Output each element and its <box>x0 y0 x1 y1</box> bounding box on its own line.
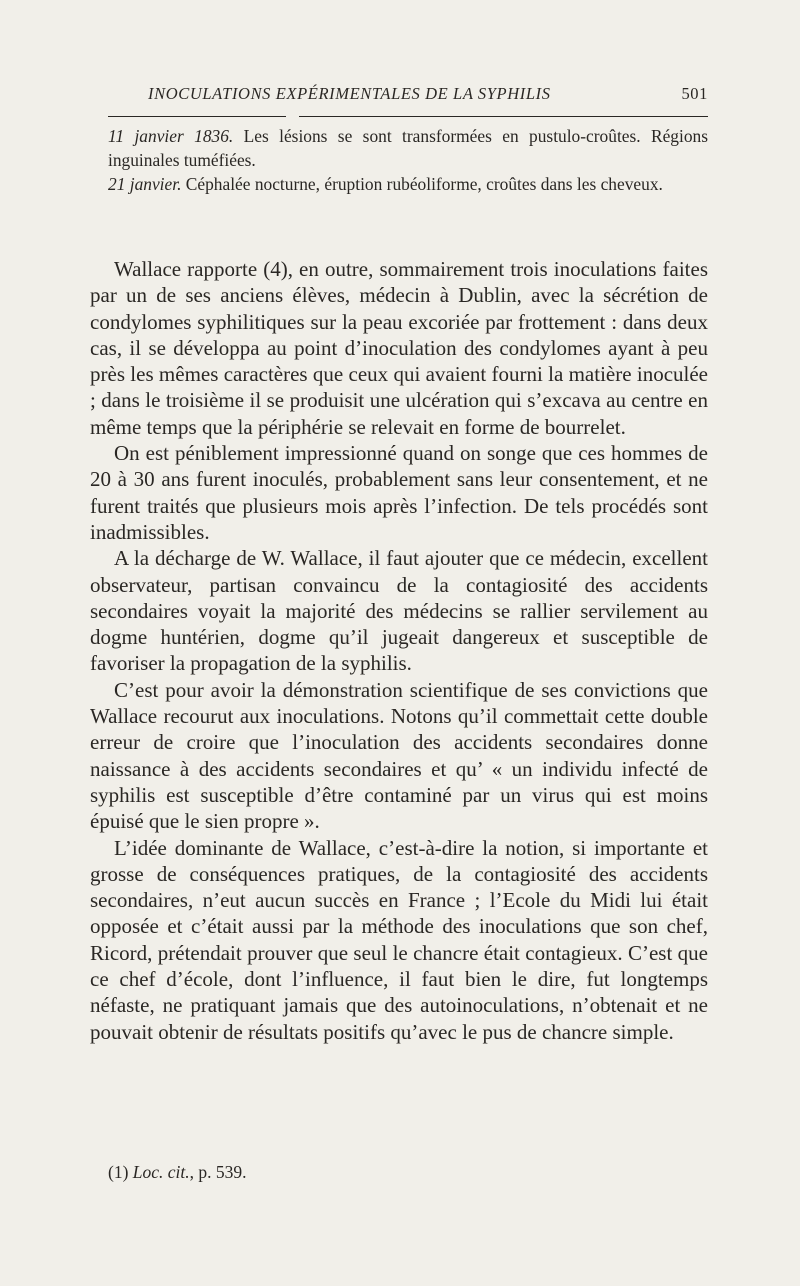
case-note-text: Les lésions se sont transformées en pustulo-croûtes. Régions inguinales tuméfiées. <box>108 126 708 170</box>
footnote-reference: , p. 539. <box>189 1162 247 1182</box>
paragraph: L’idée dominante de Wallace, c’est-à-dire la notion, si importante et grosse de conséquences pratiques, de la contagiosité des accidents secondaires, n’eut aucun succès en France ; l’Ecole du Midi lui était opposée et c’était aussi par la méthode des inoculations que son chef, Ricord, prétendait prouver que seul le chancre était contagieux. C’est que ce chef d’école, dont l’influence, il faut bien le dire, fut longtemps néfaste, ne pratiquant jamais que des autoinoculations, n’obtenait et ne pouvait obtenir de résultats positifs qu’avec le pus de chancre simple. <box>90 835 708 1044</box>
paragraph: A la décharge de W. Wallace, il faut ajouter que ce médecin, excellent observateur, partisan convaincu de la contagiosité des accidents secondaires voyait la majorité des médecins se rallier servilement au dogme huntérien, dogme qu’il jugeait dangereux et susceptible de favoriser la propagation de la syphilis. <box>90 546 708 676</box>
case-note-text: Céphalée nocturne, éruption rubéoliforme, croûtes dans les cheveux. <box>181 174 663 194</box>
paragraph: C’est pour avoir la démonstration scientifique de ses convictions que Wallace recourut aux inoculations. Notons qu’il commettait cette double erreur de croire que l’inoculation des accidents secondaires donne naissance à des accidents secondaires et qu’ « un individu infecté de syphilis est susceptible d’être contaminé par un virus qui est moins épuisé que le sien propre ». <box>90 677 708 834</box>
header-rule-right <box>299 116 708 117</box>
body-text <box>90 256 708 1045</box>
case-note-date: 11 janvier 1836. <box>108 126 234 146</box>
case-notes <box>108 124 708 196</box>
footnote <box>108 1160 508 1184</box>
page-number: 501 <box>681 84 708 103</box>
paragraph: Wallace rapporte (4), en outre, sommairement trois inoculations faites par un de ses anciens élèves, médecin à Dublin, avec la sécrétion de condylomes syphilitiques sur la peau excoriée par frottement : dans deux cas, il se développa au point d’inoculation des condylomes ayant à peu près les mêmes caractères que ceux qui avaient fourni la matière inoculée ; dans le troisième il se produisit une ulcération qui s’excava au centre en même temps que la périphérie se relevait en forme de bourrelet. <box>90 257 708 439</box>
footnote-source: Loc. cit. <box>132 1162 190 1182</box>
running-header <box>148 84 708 110</box>
header-rule-left <box>108 116 286 117</box>
paragraph: On est péniblement impressionné quand on songe que ces hommes de 20 à 30 ans furent inoculés, probablement sans leur consentement, et ne furent traités que plusieurs mois après l’infection. De tels procédés sont inadmissibles. <box>90 441 708 544</box>
footnote-marker: (1) <box>108 1162 133 1182</box>
case-note <box>108 124 708 172</box>
case-note-date: 21 janvier. <box>108 174 182 194</box>
case-note <box>108 172 708 196</box>
running-title: INOCULATIONS EXPÉRIMENTALES DE LA SYPHILIS <box>148 84 551 103</box>
